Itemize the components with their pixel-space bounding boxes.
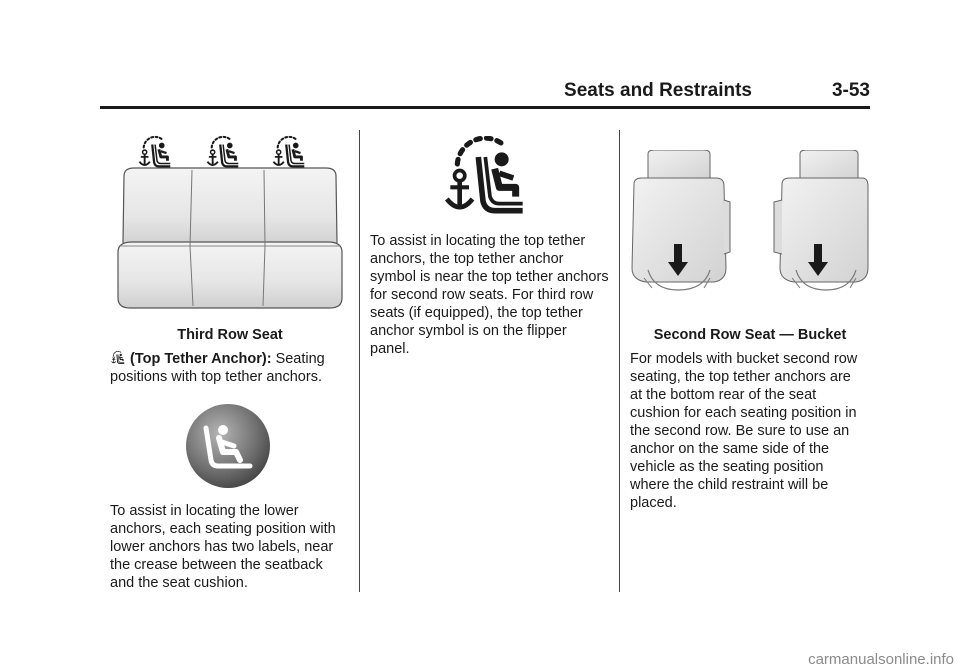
tether-location-paragraph: To assist in locating the top tether anchors, the top tether anchor symbol is near the top tether anchors for second row seats. For third row seats (if equipped), the top tether anchor symbol is on the flipper panel. bbox=[370, 233, 609, 357]
page-header bbox=[100, 80, 870, 109]
page-number: 3-53 bbox=[831, 80, 870, 101]
tether-anchor-paragraph bbox=[110, 350, 350, 386]
section-title: Seats and Restraints bbox=[564, 80, 752, 101]
column-divider-1 bbox=[359, 130, 360, 592]
top-tether-anchor-icon bbox=[273, 137, 304, 167]
figure-caption: Third Row Seat bbox=[177, 327, 283, 343]
top-tether-anchor-icon bbox=[110, 351, 126, 365]
top-tether-anchor-icon bbox=[447, 138, 523, 211]
lower-anchor-paragraph: To assist in locating the lower anchors, each seating position with lower anchors has two labels, near the crease between the seatback and the seat cushion. bbox=[110, 503, 336, 591]
top-tether-anchor-icon bbox=[207, 137, 238, 167]
top-tether-anchor-icon bbox=[139, 137, 170, 167]
column-divider-2 bbox=[619, 130, 620, 592]
lower-anchor-icon bbox=[184, 402, 272, 490]
bucket-seat-paragraph: For models with bucket second row seating, the top tether anchors are at the bottom rear of the seat cushion for each seating position in the second row. Be sure to use an anchor on the same side of the vehicle as the seating position where the child restraint will be placed. bbox=[630, 351, 858, 511]
figure-caption: Second Row Seat — Bucket bbox=[653, 327, 847, 343]
third-row-seat-illustration bbox=[110, 130, 350, 320]
watermark: carmanualsonline.info bbox=[808, 651, 954, 668]
second-row-bucket-seat-illustration bbox=[630, 150, 870, 300]
top-tether-anchor-symbol-large bbox=[434, 136, 546, 220]
tether-anchor-label: (Top Tether Anchor): bbox=[130, 351, 272, 367]
tether-anchor-text: Seating positions with top tether anchors. bbox=[110, 351, 325, 385]
